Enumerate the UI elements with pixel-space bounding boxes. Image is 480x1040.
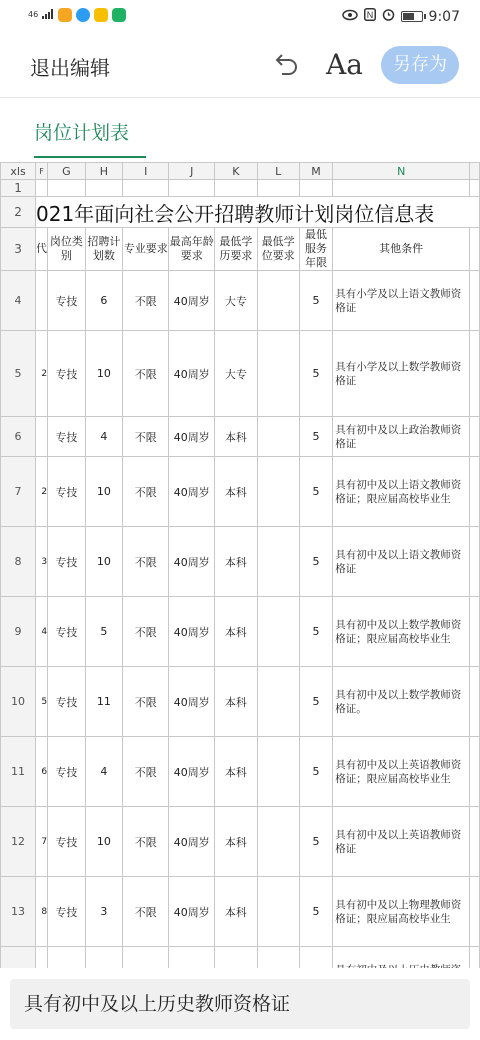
cell-major[interactable]: 不限 [123, 597, 169, 667]
cell-type[interactable]: 专技 [48, 331, 86, 417]
corner-cell[interactable]: xls [1, 163, 36, 180]
cell-degree[interactable] [257, 667, 299, 737]
header-cell[interactable]: 代 [36, 228, 48, 271]
cell-degree[interactable] [257, 457, 299, 527]
table-row [1, 667, 480, 737]
cell-other[interactable]: 具有初中及以上英语教师资格证；限应届高校毕业生 [333, 737, 470, 807]
column-header[interactable]: M [299, 163, 332, 180]
sheet-tab[interactable]: 岗位计划表 [34, 122, 130, 144]
cell-years[interactable]: 5 [299, 737, 332, 807]
cell-count[interactable]: 4 [85, 737, 122, 807]
cell[interactable] [470, 180, 480, 197]
cell-count[interactable]: 10 [85, 331, 122, 417]
table-row [1, 197, 480, 228]
cell-count[interactable]: 10 [85, 527, 122, 597]
cell-partial[interactable]: 4 [36, 597, 48, 667]
header-cell[interactable]: 其他条件 [333, 228, 470, 271]
cell-edu[interactable]: 大专 [215, 271, 257, 331]
cell[interactable] [470, 597, 480, 667]
cell-age[interactable]: 40周岁 [169, 737, 215, 807]
cell-type[interactable]: 专技 [48, 597, 86, 667]
cell-degree[interactable] [257, 877, 299, 947]
cell[interactable] [333, 180, 470, 197]
cell-partial[interactable]: 8 [36, 877, 48, 947]
cell-other[interactable]: 具有小学及以上数学教师资格证 [333, 331, 470, 417]
cell-other[interactable]: 具有初中及以上语文教师资格证；限应届高校毕业生 [333, 457, 470, 527]
svg-text:N: N [366, 10, 373, 20]
toolbar-divider [0, 97, 480, 98]
cell[interactable] [470, 877, 480, 947]
cell-degree[interactable] [257, 737, 299, 807]
table-row [1, 331, 480, 417]
signal-indicator: 46 [28, 10, 39, 19]
cell[interactable] [36, 180, 48, 197]
save-as-button[interactable]: 另存为 [381, 46, 459, 84]
cell-age[interactable]: 40周岁 [169, 457, 215, 527]
row-header[interactable]: 7 [1, 457, 36, 527]
cell-years[interactable]: 5 [299, 597, 332, 667]
cell-type[interactable]: 专技 [48, 737, 86, 807]
cell-other[interactable]: 具有小学及以上语文教师资格证 [333, 271, 470, 331]
cell-years[interactable]: 5 [299, 457, 332, 527]
alarm-icon [382, 8, 395, 25]
cell-major[interactable]: 不限 [123, 877, 169, 947]
table-row [1, 807, 480, 877]
column-header-row [1, 163, 480, 180]
cell-edu[interactable]: 本科 [215, 877, 257, 947]
eye-icon [342, 9, 358, 25]
cell-other[interactable]: 具有初中及以上数学教师资格证；限应届高校毕业生 [333, 597, 470, 667]
cell-type[interactable]: 专技 [48, 417, 86, 457]
cell-edu[interactable]: 本科 [215, 457, 257, 527]
row-header[interactable]: 6 [1, 417, 36, 457]
cell[interactable] [470, 228, 480, 271]
table-header-row [1, 228, 480, 271]
row-header[interactable]: 9 [1, 597, 36, 667]
row-header[interactable]: 1 [1, 180, 36, 197]
cell[interactable] [470, 417, 480, 457]
cell[interactable] [257, 180, 299, 197]
status-right [342, 8, 460, 25]
cell-partial[interactable]: 2 [36, 457, 48, 527]
cell-edu[interactable]: 大专 [215, 331, 257, 417]
cell-major[interactable]: 不限 [123, 271, 169, 331]
header-cell[interactable]: 岗位类别 [48, 228, 86, 271]
cell-age[interactable]: 40周岁 [169, 667, 215, 737]
table-body [1, 271, 480, 1007]
cell-degree[interactable] [257, 527, 299, 597]
cell-other[interactable]: 具有初中及以上政治教师资格证 [333, 417, 470, 457]
cell-years[interactable]: 5 [299, 271, 332, 331]
cell-count[interactable]: 4 [85, 417, 122, 457]
cell-type[interactable]: 专技 [48, 807, 86, 877]
cell-edu[interactable]: 本科 [215, 807, 257, 877]
sheet-tab-indicator [34, 156, 146, 158]
cell-type[interactable]: 专技 [48, 271, 86, 331]
cell-type[interactable]: 专技 [48, 527, 86, 597]
cell-degree[interactable] [257, 271, 299, 331]
status-left [28, 8, 126, 22]
cell[interactable] [470, 331, 480, 417]
cell-major[interactable]: 不限 [123, 331, 169, 417]
cell[interactable] [470, 271, 480, 331]
cell-partial[interactable] [36, 417, 48, 457]
header-cell[interactable]: 最高年龄要求 [169, 228, 215, 271]
cell-edu[interactable]: 本科 [215, 417, 257, 457]
row-header[interactable]: 4 [1, 271, 36, 331]
table-row [1, 180, 480, 197]
cell-edu[interactable]: 本科 [215, 597, 257, 667]
cell-degree[interactable] [257, 331, 299, 417]
column-header[interactable] [470, 163, 480, 180]
table-row [1, 527, 480, 597]
signal-bars-icon [42, 9, 54, 22]
cell-major[interactable]: 不限 [123, 737, 169, 807]
cell-degree[interactable] [257, 597, 299, 667]
cell[interactable] [123, 180, 169, 197]
cell-count[interactable]: 10 [85, 457, 122, 527]
font-format-button[interactable]: Aa [326, 48, 363, 81]
column-header[interactable]: H [85, 163, 122, 180]
cell[interactable] [169, 180, 215, 197]
cell-years[interactable]: 5 [299, 331, 332, 417]
row-header[interactable]: 11 [1, 737, 36, 807]
table-row [1, 877, 480, 947]
column-header[interactable]: K [215, 163, 257, 180]
cell[interactable] [85, 180, 122, 197]
cell-other[interactable]: 具有初中及以上物理教师资格证；限应届高校毕业生 [333, 877, 470, 947]
header-cell[interactable]: 专业要求 [123, 228, 169, 271]
table-row [1, 737, 480, 807]
cell-other[interactable]: 具有初中及以上语文教师资格证 [333, 527, 470, 597]
cell[interactable] [299, 180, 332, 197]
row-header[interactable]: 2 [1, 197, 36, 228]
header-cell[interactable]: 最低学位要求 [257, 228, 299, 271]
battery-icon [401, 11, 423, 22]
cell-age[interactable]: 40周岁 [169, 417, 215, 457]
spreadsheet-grid[interactable] [0, 162, 480, 968]
cell-partial[interactable] [36, 271, 48, 331]
cell-years[interactable]: 5 [299, 877, 332, 947]
cell-major[interactable]: 不限 [123, 417, 169, 457]
cell-major[interactable]: 不限 [123, 527, 169, 597]
cell-age[interactable]: 40周岁 [169, 807, 215, 877]
cell-major[interactable]: 不限 [123, 667, 169, 737]
cell[interactable] [470, 527, 480, 597]
column-header[interactable]: G [48, 163, 86, 180]
cell-count[interactable]: 6 [85, 271, 122, 331]
cell-major[interactable]: 不限 [123, 457, 169, 527]
cell[interactable] [470, 737, 480, 807]
cell-other[interactable]: 具有初中及以上数学教师资格证。 [333, 667, 470, 737]
row-header[interactable]: 3 [1, 228, 36, 271]
cell-type[interactable]: 专技 [48, 667, 86, 737]
cell-major[interactable]: 不限 [123, 807, 169, 877]
cell-partial[interactable]: 3 [36, 527, 48, 597]
cell-degree[interactable] [257, 807, 299, 877]
app-notification-icon [76, 8, 90, 22]
column-header[interactable]: I [123, 163, 169, 180]
exit-edit-button[interactable]: 退出编辑 [30, 56, 110, 80]
spreadsheet-table[interactable] [0, 162, 480, 1007]
cell-age[interactable]: 40周岁 [169, 877, 215, 947]
cell[interactable] [215, 180, 257, 197]
header-cell[interactable]: 招聘计划数 [85, 228, 122, 271]
cell-degree[interactable] [257, 417, 299, 457]
column-header[interactable]: L [257, 163, 299, 180]
cell-partial[interactable]: 2 [36, 331, 48, 417]
cell-content-input[interactable]: 具有初中及以上历史教师资格证 [10, 979, 470, 1029]
table-title[interactable]: 021年面向社会公开招聘教师计划岗位信息表 [36, 197, 480, 228]
header-cell[interactable]: 最低服务年限 [299, 228, 332, 271]
cell-type[interactable]: 专技 [48, 457, 86, 527]
column-header[interactable]: F [36, 163, 48, 180]
row-header[interactable]: 8 [1, 527, 36, 597]
nfc-icon [364, 8, 376, 25]
cell-count[interactable]: 5 [85, 597, 122, 667]
cell[interactable] [48, 180, 86, 197]
cell[interactable] [470, 457, 480, 527]
table-row [1, 417, 480, 457]
row-header[interactable]: 10 [1, 667, 36, 737]
cell[interactable] [470, 807, 480, 877]
cell-age[interactable]: 40周岁 [169, 597, 215, 667]
column-header[interactable]: J [169, 163, 215, 180]
cell-age[interactable]: 40周岁 [169, 271, 215, 331]
cell-partial[interactable]: 6 [36, 737, 48, 807]
cell-edit-bar [0, 968, 480, 1040]
table-row [1, 457, 480, 527]
status-bar [0, 0, 480, 34]
table-row [1, 271, 480, 331]
row-header[interactable]: 12 [1, 807, 36, 877]
cell-years[interactable]: 5 [299, 667, 332, 737]
app-notification-icon [58, 8, 72, 22]
cell-years[interactable]: 5 [299, 527, 332, 597]
cell-edu[interactable]: 本科 [215, 527, 257, 597]
cell-partial[interactable]: 7 [36, 807, 48, 877]
table-row [1, 597, 480, 667]
cell-partial[interactable]: 5 [36, 667, 48, 737]
toolbar [0, 34, 480, 98]
cell-edu[interactable]: 本科 [215, 667, 257, 737]
cell-years[interactable]: 5 [299, 807, 332, 877]
cell-age[interactable]: 40周岁 [169, 527, 215, 597]
clock: 9:07 [428, 8, 460, 25]
cell[interactable] [470, 667, 480, 737]
undo-icon[interactable] [270, 50, 302, 82]
row-header[interactable]: 5 [1, 331, 36, 417]
app-notification-icon [94, 8, 108, 22]
cell-edu[interactable]: 本科 [215, 737, 257, 807]
cell-type[interactable]: 专技 [48, 877, 86, 947]
cell-years[interactable]: 5 [299, 417, 332, 457]
cell-count[interactable]: 10 [85, 807, 122, 877]
cell-count[interactable]: 3 [85, 877, 122, 947]
app-notification-icon [112, 8, 126, 22]
cell-other[interactable]: 具有初中及以上英语教师资格证 [333, 807, 470, 877]
row-header[interactable]: 13 [1, 877, 36, 947]
cell-age[interactable]: 40周岁 [169, 331, 215, 417]
cell-count[interactable]: 11 [85, 667, 122, 737]
column-header-selected[interactable]: N [333, 163, 470, 180]
header-cell[interactable]: 最低学历要求 [215, 228, 257, 271]
